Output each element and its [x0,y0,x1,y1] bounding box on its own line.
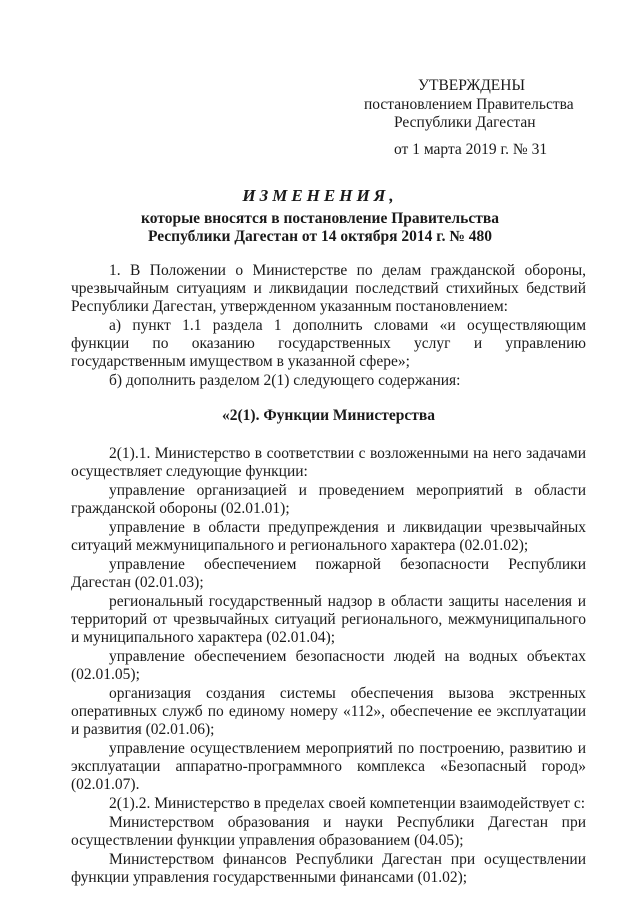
approval-region: Республики Дагестан [394,114,536,131]
document-body [71,262,586,888]
paragraph: управление в области предупреждения и ликвидации чрезвычайных ситуаций межмуниципального и регионального характера (02.01.02); [71,519,586,554]
document-subtitle-line1: которые вносятся в постановление Правительства [141,210,499,227]
approval-authority: постановлением Правительства [364,96,574,113]
paragraph: региональный государственный надзор в области защиты населения и территорий от чрезвычайных ситуаций регионального, межмуниципального и муниципального характера (02.01.04); [71,593,586,646]
paragraph: 1. В Положении о Министерстве по делам гражданской обороны, чрезвычайным ситуациям и ликвидации последствий стихийных бедствий Республики Дагестан, утвержденном указанным постановлением: [71,262,586,315]
paragraph: 2(1).2. Министерство в пределах своей компетенции взаимодействует с: [109,795,586,812]
paragraph: Министерством образования и науки Республики Дагестан при осуществлении функции управления образованием (04.05); [71,814,586,849]
paragraph: б) дополнить разделом 2(1) следующего содержания: [109,372,461,389]
paragraph: 2(1).1. Министерство в соответствии с возложенными на него задачами осуществляет следующие функции: [71,445,586,480]
paragraph: организация создания системы обеспечения вызова экстренных оперативных служб по единому номеру «112», обеспечение ее эксплуатации и развития (02.01.06); [71,685,586,738]
paragraph: управление обеспечением безопасности людей на водных объектах (02.01.05); [71,648,586,683]
paragraph: управление обеспечением пожарной безопасности Республики Дагестан (02.01.03); [71,556,586,591]
approval-title: УТВЕРЖДЕНЫ [418,77,525,94]
approval-date: от 1 марта 2019 г. № 31 [394,141,548,158]
document-subtitle-line2: Республики Дагестан от 14 октября 2014 г. № 480 [147,228,493,245]
paragraph: Министерством финансов Республики Дагестан при осуществлении функции управления государственными финансами (01.02); [71,851,586,886]
document-heading: ИЗМЕНЕНИЯ, [242,186,398,205]
paragraph: управление организацией и проведением мероприятий в области гражданской обороны (02.01.01); [71,482,586,517]
paragraph: а) пункт 1.1 раздела 1 дополнить словами «и осуществляющим функции по оказанию государственных услуг и управлению государственным имуществом в указанной сфере»; [71,317,586,370]
paragraph: управление осуществлением мероприятий по построению, развитию и эксплуатации аппаратно-программного комплекса «Безопасный город» (02.01.07). [71,740,586,793]
section-heading: «2(1). Функции Министерства [222,407,435,424]
